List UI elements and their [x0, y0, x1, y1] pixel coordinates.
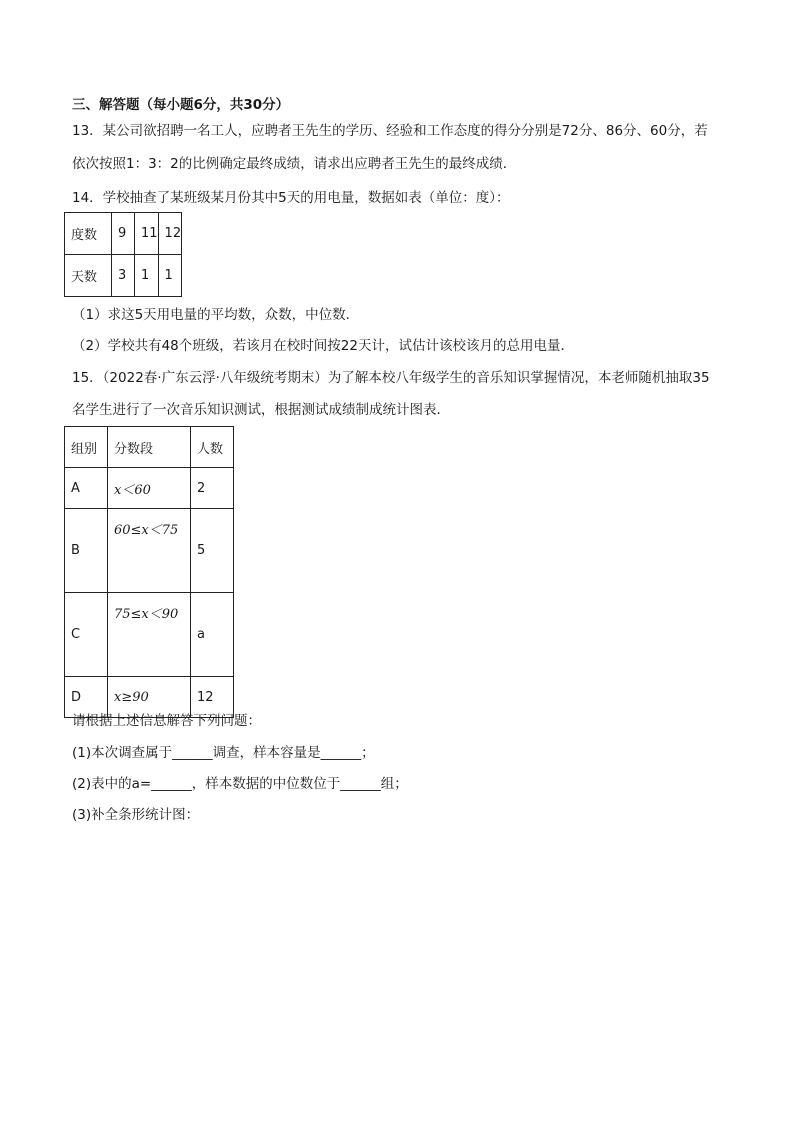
q15-prompt: 请根据上述信息解答下列问题：	[72, 713, 261, 729]
table-header-cell: 组别	[65, 427, 108, 468]
table-cell: 12	[191, 677, 234, 718]
q14-table	[64, 212, 182, 297]
table-cell: 11	[135, 213, 159, 255]
table-row	[65, 213, 182, 255]
table-cell: 1	[158, 255, 182, 297]
table-cell: A	[65, 468, 108, 509]
q15-table	[64, 426, 234, 718]
table-cell: B	[65, 509, 108, 593]
section-title: 三、解答题（每小题6分，共30分）	[72, 97, 290, 113]
table-header-cell: 人数	[191, 427, 234, 468]
table-cell: 2	[191, 468, 234, 509]
table-cell: x≥90	[108, 677, 191, 718]
table-row	[65, 593, 234, 677]
table-cell: 9	[112, 213, 135, 255]
q15-sub3: (3)补全条形统计图：	[72, 807, 200, 823]
q15-sub1: (1)本次调查属于______调查，样本容量是______；	[72, 745, 375, 761]
table-cell: 度数	[65, 213, 112, 255]
q14-intro: 14．学校抽查了某班级某月份其中5天的用电量，数据如表（单位：度）：	[72, 190, 510, 206]
table-cell: 75≤x＜90	[108, 593, 191, 677]
q15-line2: 名学生进行了一次音乐知识测试，根据测试成绩制成统计图表．	[72, 402, 450, 418]
q13-line1: 13．某公司欲招聘一名工人，应聘者王先生的学历、经验和工作态度的得分分别是72分、86分、60分，若	[72, 123, 708, 139]
table-cell: x＜60	[108, 468, 191, 509]
table-header-cell: 分数段	[108, 427, 191, 468]
table-row	[65, 468, 234, 509]
table-cell: 天数	[65, 255, 112, 297]
table-cell: 12	[158, 213, 182, 255]
q14-part2: （2）学校共有48个班级，若该月在校时间按22天计，试估计该校该月的总用电量．	[72, 338, 574, 354]
q15-line1: 15．（2022春·广东云浮·八年级统考期末）为了解本校八年级学生的音乐知识掌握情况，本老师随机抽取35	[72, 370, 710, 386]
table-cell: a	[191, 593, 234, 677]
table-cell: D	[65, 677, 108, 718]
table-cell: 60≤x＜75	[108, 509, 191, 593]
table-row	[65, 255, 182, 297]
table-cell: 5	[191, 509, 234, 593]
q15-sub2: (2)表中的a=______，样本数据的中位数位于______组；	[72, 776, 408, 792]
table-cell: C	[65, 593, 108, 677]
q13-line2: 依次按照1：3：2的比例确定最终成绩，请求出应聘者王先生的最终成绩．	[72, 156, 517, 172]
table-cell: 3	[112, 255, 135, 297]
table-row	[65, 509, 234, 593]
table-row	[65, 427, 234, 468]
table-cell: 1	[135, 255, 159, 297]
q14-part1: （1）求这5天用电量的平均数，众数，中位数．	[72, 307, 360, 323]
